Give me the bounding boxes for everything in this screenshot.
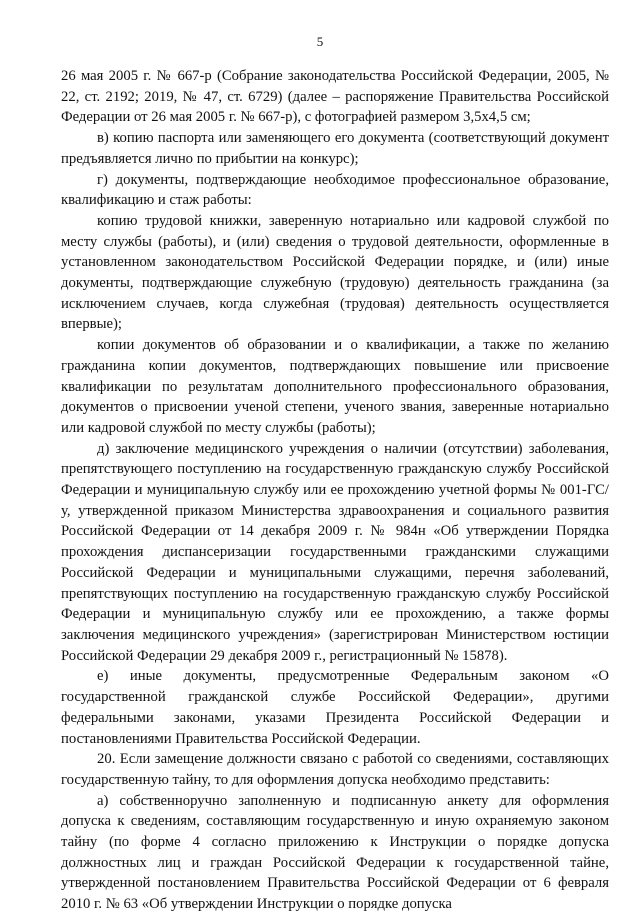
paragraph-item-v-passport: в) копию паспорта или заменяющего его документа (соответствующий документ предъявляется лично по прибытии на конкурс);: [61, 130, 609, 167]
paragraph-education-copies: копии документов об образовании и о квалификации, а также по желанию гражданина копии документов, подтверждающих повышение или присвоение квалификации по результатам дополнительного профессионального образования, документов о присвоении ученой степени, ученого звания, заверенные нотариально или кадровой службой по месту службы (работы);: [61, 337, 609, 436]
paragraph-item-e-other-documents: е) иные документы, предусмотренные Федеральным законом «О государственной гражданской службе Российской Федерации», другими федеральными законами, указами Президента Российской Федерации и постановлениями Правительства Российской Федерации.: [61, 668, 609, 747]
paragraph-continuation: 26 мая 2005 г. № 667-р (Собрание законодательства Российской Федерации, 2005, № 22, ст. 2192; 2019, № 47, ст. 6729) (далее – распоряжение Правительства Российской Федерации от 26 мая 2005 г. № 667-р), с фотографией размером 3,5х4,5 см;: [61, 68, 609, 126]
paragraph-employment-record: копию трудовой книжки, заверенную нотариально или кадровой службой по месту службы (работы), и (или) сведения о трудовой деятельности, оформленные в установленном законодательством Российской Федерации порядке, и (или) иные документы, подтверждающие служебную (трудовую) деятельность гражданина (за исключением случаев, когда служебная (трудовая) деятельность осуществляется впервые);: [61, 212, 609, 333]
paragraph-section-20-state-secret: 20. Если замещение должности связано с работой со сведениями, составляющих государственную тайну, то для оформления допуска необходимо представить:: [61, 751, 609, 788]
page-number: 5: [316, 34, 324, 49]
paragraph-item-g-education-documents: г) документы, подтверждающие необходимое профессиональное образование, квалификацию и стаж работы:: [61, 171, 609, 209]
paragraph-item-d-medical-certificate: д) заключение медицинского учреждения о наличии (отсутствии) заболевания, препятствующего поступлению на государственную гражданскую службу Российской Федерации и муниципальную службу или ее прохождению учетной формы № 001-ГС/у, утвержденной приказом Министерства здравоохранения и социального развития Российской Федерации от 14 декабря 2009 г. № 984н «Об утверждении Порядка прохождения диспансеризации государственными гражданскими служащими Российской Федерации и муниципальными служащими, перечня заболеваний, препятствующих поступлению на государственную гражданскую службу Российской Федерации и муниципальную службу или ее прохождению, а также формы заключения медицинского учреждения» (зарегистрирован Министерством юстиции Российской Федерации 29 декабря 2009 г., регистрационный № 15878).: [61, 440, 609, 664]
document-body: [61, 66, 609, 915]
paragraph-item-a-questionnaire: а) собственноручно заполненную и подписанную анкету для оформления допуска к сведениям, составляющим государственную и иную охраняемую законом тайну (по форме 4 согласно приложению к Инструкции о порядке допуска должностных лиц и граждан Российской Федерации к государственной тайне, утвержденной постановлением Правительства Российской Федерации от 6 февраля 2010 г. № 63 «Об утверждении Инструкции о порядке допуска: [61, 792, 609, 913]
